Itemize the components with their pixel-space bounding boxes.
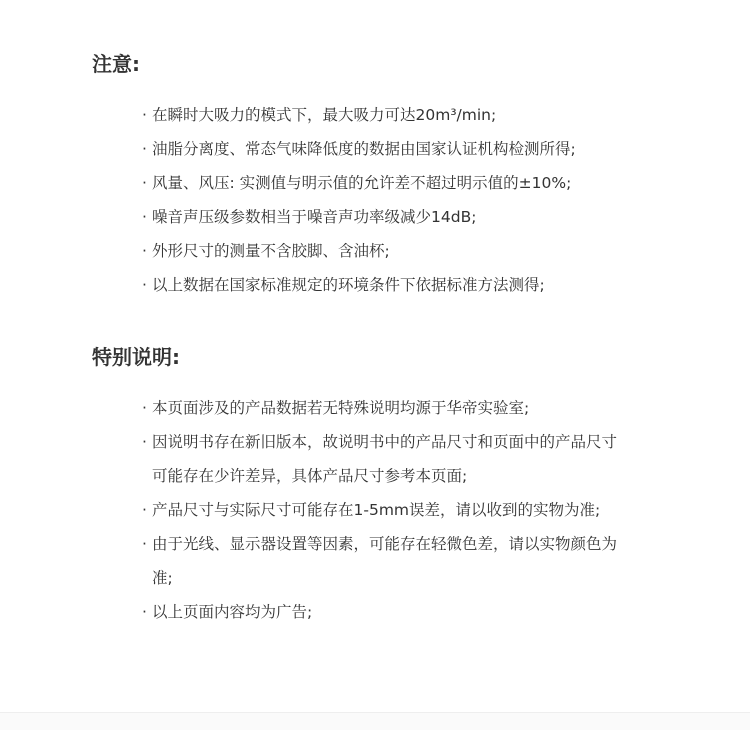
notice-item-text: 油脂分离度、常态气味降低度的数据由国家认证机构检测所得;: [152, 140, 576, 158]
notice-item-text: 噪音声压级参数相当于噪音声功率级减少14dB;: [152, 208, 477, 226]
special-item-text: 以上页面内容均为广告;: [152, 603, 313, 621]
special-item: [142, 595, 622, 629]
footer-band: [0, 713, 750, 730]
special-heading: 特别说明:: [92, 345, 180, 369]
bullet-dot: ·: [142, 140, 147, 158]
notice-item: [142, 132, 622, 166]
notice-list: [142, 98, 622, 302]
notice-item: [142, 166, 622, 200]
special-item: [142, 527, 622, 595]
notice-item: [142, 268, 622, 302]
bullet-dot: ·: [142, 276, 147, 294]
notice-item-text: 在瞬时大吸力的模式下，最大吸力可达20m³/min;: [152, 106, 497, 124]
special-item-text: 由于光线、显示器设置等因素，可能存在轻微色差，请以实物颜色为准;: [152, 535, 618, 587]
special-item-text: 产品尺寸与实际尺寸可能存在1-5mm误差，请以收到的实物为准;: [152, 501, 601, 519]
bullet-dot: ·: [142, 208, 147, 226]
special-item: [142, 425, 622, 493]
notice-item-text: 以上数据在国家标准规定的环境条件下依据标准方法测得;: [152, 276, 545, 294]
notice-item-text: 风量、风压: 实测值与明示值的允许差不超过明示值的±10%;: [152, 174, 572, 192]
bullet-dot: ·: [142, 106, 147, 124]
notice-heading: 注意:: [92, 52, 140, 76]
notice-item: [142, 234, 622, 268]
bullet-dot: ·: [142, 242, 147, 260]
bullet-dot: ·: [142, 535, 147, 553]
bullet-dot: ·: [142, 174, 147, 192]
notice-item: [142, 98, 622, 132]
special-item-text: 本页面涉及的产品数据若无特殊说明均源于华帝实验室;: [152, 399, 530, 417]
bullet-dot: ·: [142, 603, 147, 621]
special-item: [142, 493, 622, 527]
special-item-text: 因说明书存在新旧版本，故说明书中的产品尺寸和页面中的产品尺寸可能存在少许差异，具体产品尺寸参考本页面;: [152, 433, 618, 485]
bullet-dot: ·: [142, 501, 147, 519]
special-item: [142, 391, 622, 425]
bullet-dot: ·: [142, 399, 147, 417]
notice-item-text: 外形尺寸的测量不含胶脚、含油杯;: [152, 242, 390, 260]
special-list: [142, 391, 622, 629]
notice-item: [142, 200, 622, 234]
bullet-dot: ·: [142, 433, 147, 451]
